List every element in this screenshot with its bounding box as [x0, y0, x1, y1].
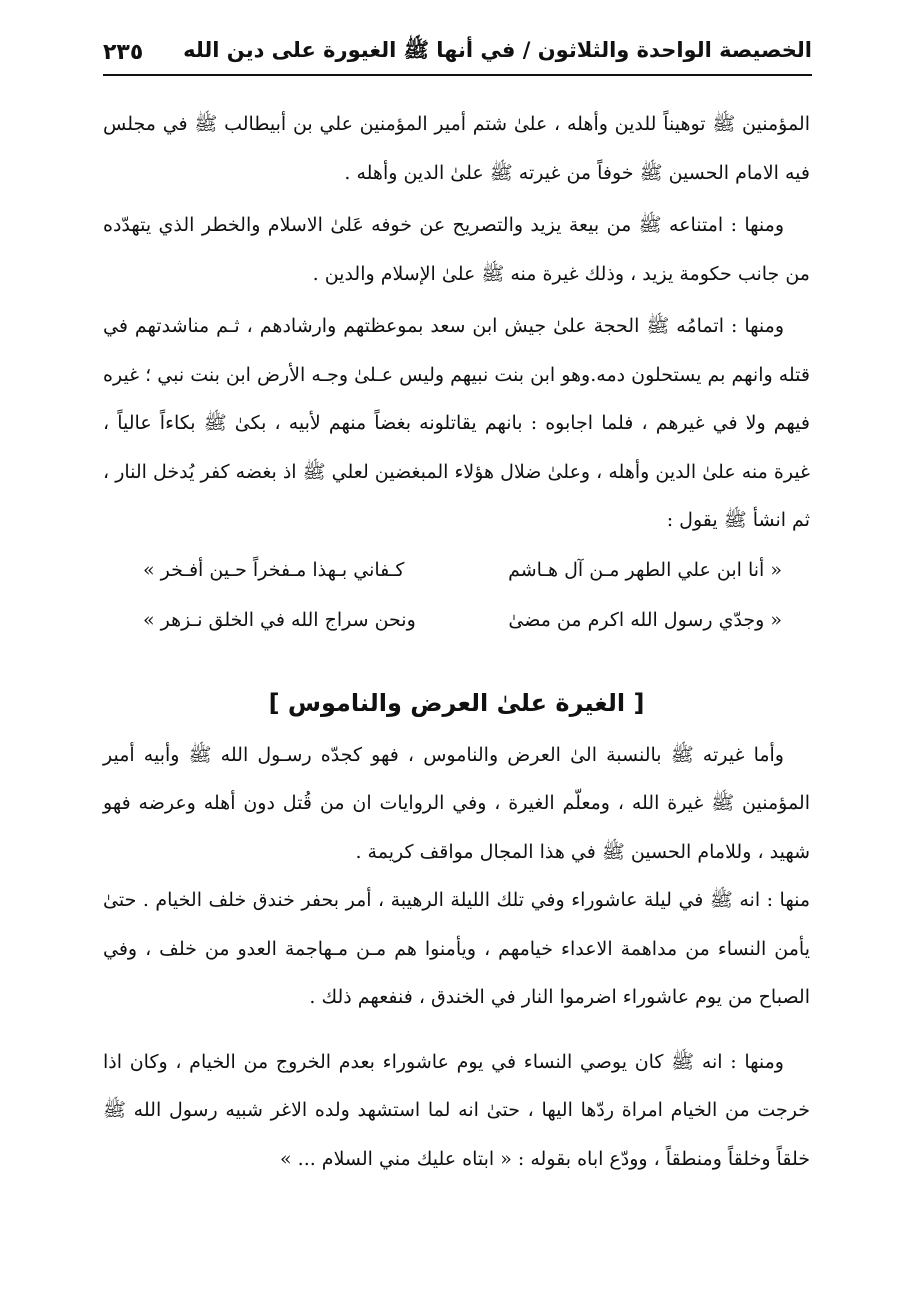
paragraph: ومنها : امتناعه ﷺ من بيعة يزيد والتصريح عن خوفه عَلىٰ الاسلام والخطر الذي يتهدّده من جانب حكومة يزيد ، وذلك غيرة منه ﷺ علىٰ الإسلام والدين .: [103, 214, 810, 285]
page-number: ٢٣٥: [103, 39, 144, 65]
verse-second-hemistich: كـفاني بـهذا مـفخراً حـين أفـخر »: [143, 558, 405, 581]
poem-verse: [103, 545, 810, 595]
verse-first-hemistich: « أنا ابن علي الطهر مـن آل هـاشم: [508, 558, 782, 581]
paragraph: وأما غيرته ﷺ بالنسبة الىٰ العرض والناموس ، فهو كجدّه رسـول الله ﷺ وأبيه أمير المؤمنين ﷺ غيرة الله ، ومعلّم الغيرة ، وفي الروايات ان من قُتل دون أهله وعرضه فهو شهيد ، وللامام الحسين ﷺ في هذا المجال مواقف كريمة .: [103, 743, 810, 863]
poem-verse: [103, 595, 810, 645]
page-body: [103, 100, 810, 1183]
verse-second-hemistich: ونحن سراج الله في الخلق نـزهر »: [143, 608, 416, 631]
poem: [103, 545, 810, 645]
paragraph: المؤمنين ﷺ توهيناً للدين وأهله ، علىٰ شتم أمير المؤمنين علي بن أبيطالب ﷺ في مجلس فيه الامام الحسين ﷺ خوفاً من غيرته ﷺ علىٰ الدين وأهله .: [103, 113, 810, 184]
paragraph: ومنها : اتمامُه ﷺ الحجة علىٰ جيش ابن سعد بموعظتهم وارشادهم ، ثـم مناشدتهم في قتله وانهم بم يستحلون دمه.وهو ابن بنت نبيهم وليس عـلىٰ وجـه الأرض ابن بنت نبي ؛ غيره فيهم ولا في غيرهم ، فلما اجابوه : بانهم يقاتلونه بغضاً منهم لأبيه ، بكىٰ ﷺ بكاءاً عالياً ، غيرة منه علىٰ الدين وأهله ، وعلىٰ ضلال هؤلاء المبغضين لعلي ﷺ اذ بغضه كفر يُدخل النار ، ثم انشأ ﷺ يقول :: [103, 315, 810, 531]
page-header: [103, 30, 812, 76]
section-heading: [ الغيرة علىٰ العرض والناموس ]: [268, 688, 645, 717]
running-title: الخصيصة الواحدة والثلاثون / في أنها ﷺ الغيورة على دين الله: [183, 37, 812, 62]
verse-first-hemistich: « وجدّي رسول الله اكرم من مضىٰ: [508, 608, 782, 631]
paragraph: منها : انه ﷺ في ليلة عاشوراء وفي تلك الليلة الرهيبة ، أمر بحفر خندق خلف الخيام . حتىٰ يأمن النساء من مداهمة الاعداء خيامهم ، ويأمنوا هم مـن مـهاجمة العدو من خلف ، وفي الصباح من يوم عاشوراء اضرموا النار في الخندق ، فنفعهم ذلك .: [103, 889, 810, 1008]
paragraph: ومنها : انه ﷺ كان يوصي النساء في يوم عاشوراء بعدم الخروج من الخيام ، وكان اذا خرجت من الخيام امراة ردّها اليها ، حتىٰ انه لما استشهد ولده الاغر شبيه رسول الله ﷺ خلقاً وخلقاً ومنطقاً ، وودّع اباه بقوله : « ابتاه عليك مني السلام ... »: [103, 1050, 810, 1170]
